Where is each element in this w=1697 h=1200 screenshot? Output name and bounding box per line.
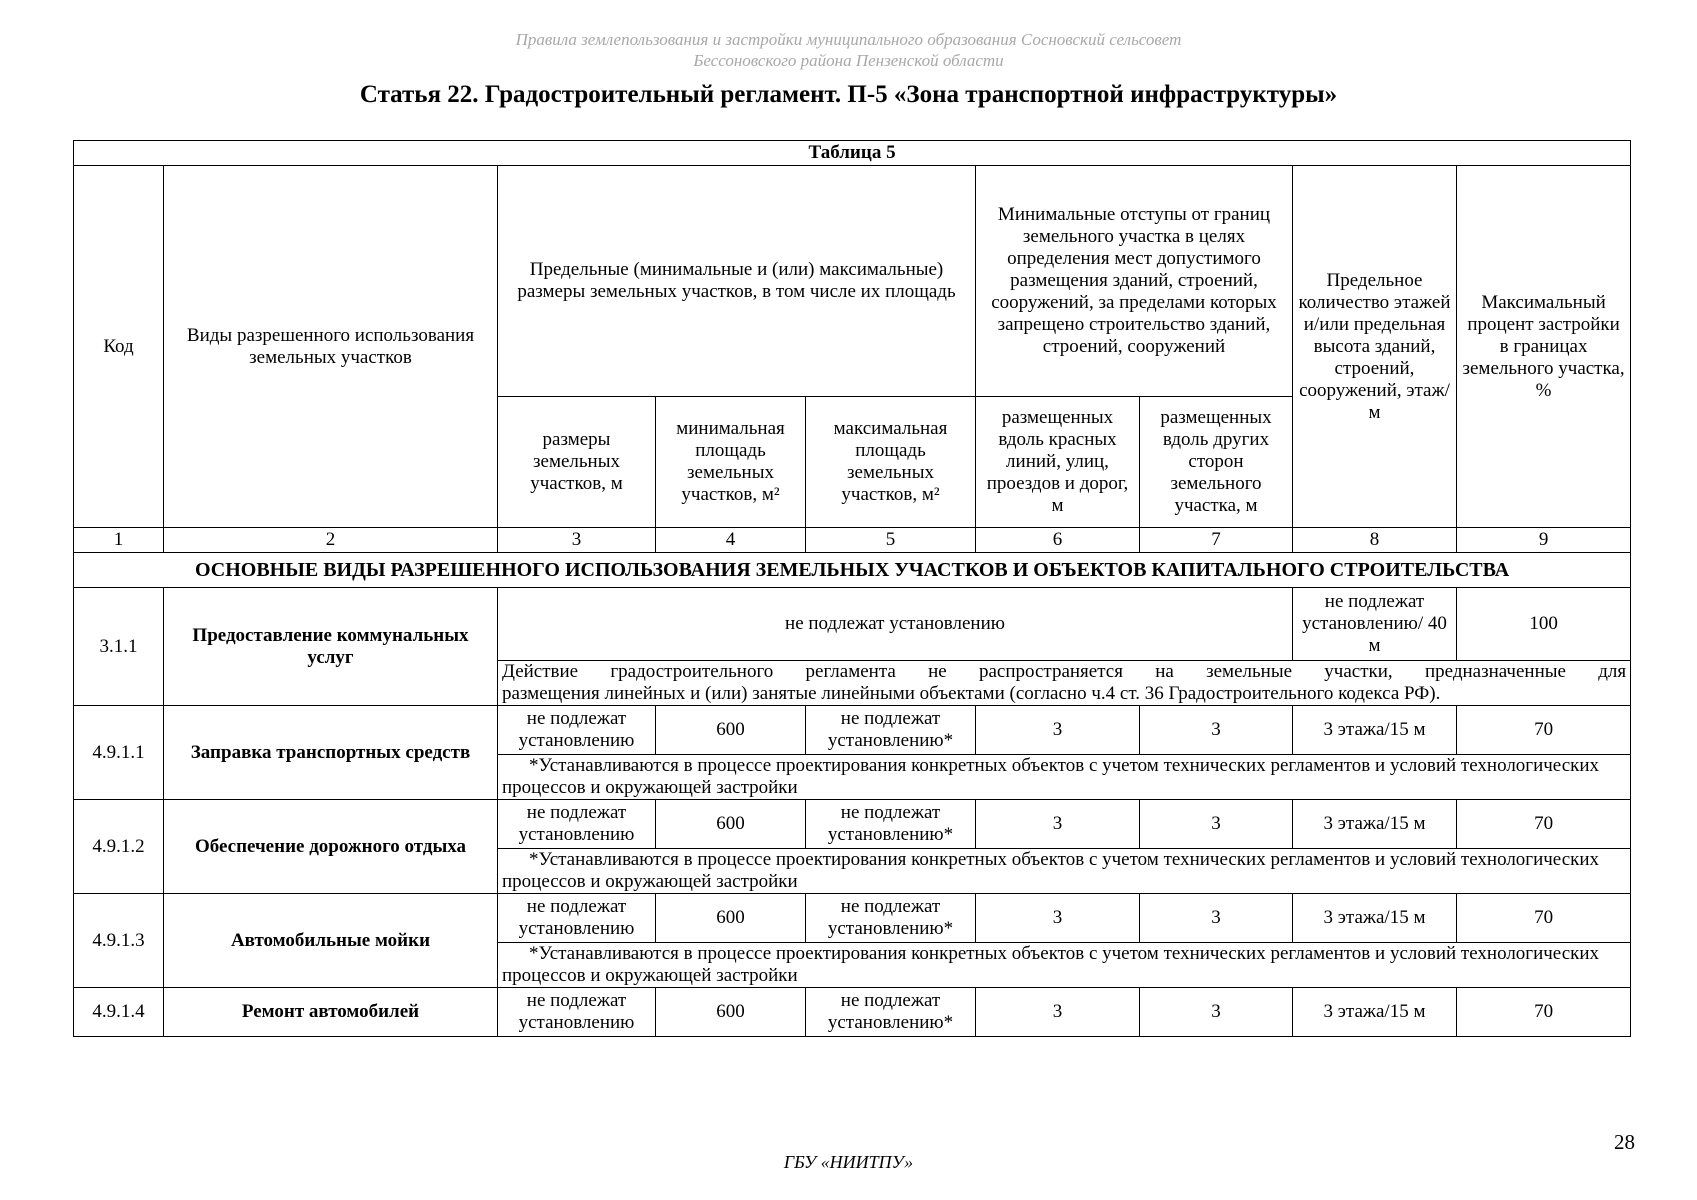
table-row xyxy=(74,800,1631,849)
regulation-table xyxy=(73,140,1631,1037)
row-percent: 100 xyxy=(1457,588,1631,661)
row-code: 4.9.1.3 xyxy=(74,894,164,988)
row-min-area: 600 xyxy=(656,988,806,1037)
column-number: 5 xyxy=(806,528,976,553)
section-title: ОСНОВНЫЕ ВИДЫ РАЗРЕШЕННОГО ИСПОЛЬЗОВАНИЯ ЗЕМЕЛЬНЫХ УЧАСТКОВ И ОБЪЕКТОВ КАПИТАЛЬНОГО СТРОИТЕЛЬСТВА xyxy=(74,553,1631,588)
header-kinds: Виды разрешенного использования земельных участков xyxy=(164,166,498,528)
page-number: 28 xyxy=(1614,1130,1635,1154)
row-name: Обеспечение дорожного отдыха xyxy=(164,800,498,894)
row-setback-other: 3 xyxy=(1140,800,1293,849)
running-header-line2: Бессоновского района Пензенской области xyxy=(693,51,1004,70)
row-sizes: не подлежат установлению xyxy=(498,706,656,755)
row-sizes: не подлежат установлению xyxy=(498,800,656,849)
header-floors: Предельное количество этажей и/или предельная высота зданий, строений, сооружений, этаж/м xyxy=(1293,166,1457,528)
row-code: 3.1.1 xyxy=(74,588,164,706)
column-number: 8 xyxy=(1293,528,1457,553)
header-max-percent: Максимальный процент застройки в границах земельного участка, % xyxy=(1457,166,1631,528)
column-number: 3 xyxy=(498,528,656,553)
row-setback-red: 3 xyxy=(976,988,1140,1037)
column-number: 4 xyxy=(656,528,806,553)
table-label: Таблица 5 xyxy=(74,141,1631,166)
row-min-area: 600 xyxy=(656,706,806,755)
header-sub-red-lines: размещенных вдоль красных линий, улиц, проездов и дорог, м xyxy=(976,397,1140,528)
table-row xyxy=(74,588,1631,661)
column-number-row xyxy=(74,528,1631,553)
row-min-area: 600 xyxy=(656,800,806,849)
row-percent: 70 xyxy=(1457,894,1631,943)
table-row xyxy=(74,988,1631,1037)
row-percent: 70 xyxy=(1457,706,1631,755)
row-note: *Устанавливаются в процессе проектирования конкретных объектов с учетом технических регламентов и условий технологических процессов и окружающей застройки xyxy=(498,755,1631,800)
row-setback-red: 3 xyxy=(976,706,1140,755)
header-setbacks-group: Минимальные отступы от границ земельного участка в целях определения мест допустимого размещения зданий, строений, сооружений, за пределами которых запрещено строительство зданий, строений, сооружений xyxy=(976,166,1293,397)
header-code: Код xyxy=(74,166,164,528)
column-number: 7 xyxy=(1140,528,1293,553)
table-row xyxy=(74,894,1631,943)
row-note: *Устанавливаются в процессе проектирования конкретных объектов с учетом технических регламентов и условий технологических процессов и окружающей застройки xyxy=(498,849,1631,894)
row-min-area: 600 xyxy=(656,894,806,943)
header-sub-other-sides: размещенных вдоль других сторон земельного участка, м xyxy=(1140,397,1293,528)
running-header-line1: Правила землепользования и застройки муниципального образования Сосновский сельсовет xyxy=(515,30,1182,49)
column-number: 9 xyxy=(1457,528,1631,553)
row-floors: 3 этажа/15 м xyxy=(1293,894,1457,943)
row-floors: 3 этажа/15 м xyxy=(1293,988,1457,1037)
header-sub-max-area: максимальная площадь земельных участков, м² xyxy=(806,397,976,528)
row-sizes: не подлежат установлению xyxy=(498,894,656,943)
row-max-area: не подлежат установлению* xyxy=(806,706,976,755)
row-floors: 3 этажа/15 м xyxy=(1293,706,1457,755)
table-row xyxy=(74,706,1631,755)
row-note: *Устанавливаются в процессе проектирования конкретных объектов с учетом технических регламентов и условий технологических процессов и окружающей застройки xyxy=(498,943,1631,988)
page-title: Статья 22. Градостроительный регламент. П-5 «Зона транспортной инфраструктуры» xyxy=(359,81,1338,108)
page-footer: ГБУ «НИИТПУ» xyxy=(783,1152,914,1172)
row-name: Ремонт автомобилей xyxy=(164,988,498,1037)
row-name: Автомобильные мойки xyxy=(164,894,498,988)
row-name: Предоставление коммунальных услуг xyxy=(164,588,498,706)
row-span-value: не подлежат установлению xyxy=(498,588,1293,661)
row-max-area: не подлежат установлению* xyxy=(806,800,976,849)
row-code: 4.9.1.2 xyxy=(74,800,164,894)
row-note-line: Действие градостроительного регламента не распространяется на земельные участки, предназначенные для xyxy=(502,661,1627,682)
row-name: Заправка транспортных средств xyxy=(164,706,498,800)
row-note xyxy=(498,661,1631,706)
column-number: 1 xyxy=(74,528,164,553)
row-sizes: не подлежат установлению xyxy=(498,988,656,1037)
row-setback-other: 3 xyxy=(1140,988,1293,1037)
header-sizes-group: Предельные (минимальные и (или) максимальные) размеры земельных участков, в том числе их площадь xyxy=(498,166,976,397)
row-floors: не подлежат установлению/ 40 м xyxy=(1293,588,1457,661)
row-setback-other: 3 xyxy=(1140,706,1293,755)
row-code: 4.9.1.4 xyxy=(74,988,164,1037)
column-number: 2 xyxy=(164,528,498,553)
row-setback-red: 3 xyxy=(976,894,1140,943)
row-note-line: размещения линейных и (или) занятые линейными объектами (согласно ч.4 ст. 36 Градостроительного кодекса РФ). xyxy=(502,683,1441,704)
row-max-area: не подлежат установлению* xyxy=(806,894,976,943)
row-percent: 70 xyxy=(1457,988,1631,1037)
row-max-area: не подлежат установлению* xyxy=(806,988,976,1037)
row-percent: 70 xyxy=(1457,800,1631,849)
header-sub-sizes: размеры земельных участков, м xyxy=(498,397,656,528)
header-sub-min-area: минимальная площадь земельных участков, м² xyxy=(656,397,806,528)
row-code: 4.9.1.1 xyxy=(74,706,164,800)
column-number: 6 xyxy=(976,528,1140,553)
row-setback-red: 3 xyxy=(976,800,1140,849)
row-floors: 3 этажа/15 м xyxy=(1293,800,1457,849)
row-setback-other: 3 xyxy=(1140,894,1293,943)
